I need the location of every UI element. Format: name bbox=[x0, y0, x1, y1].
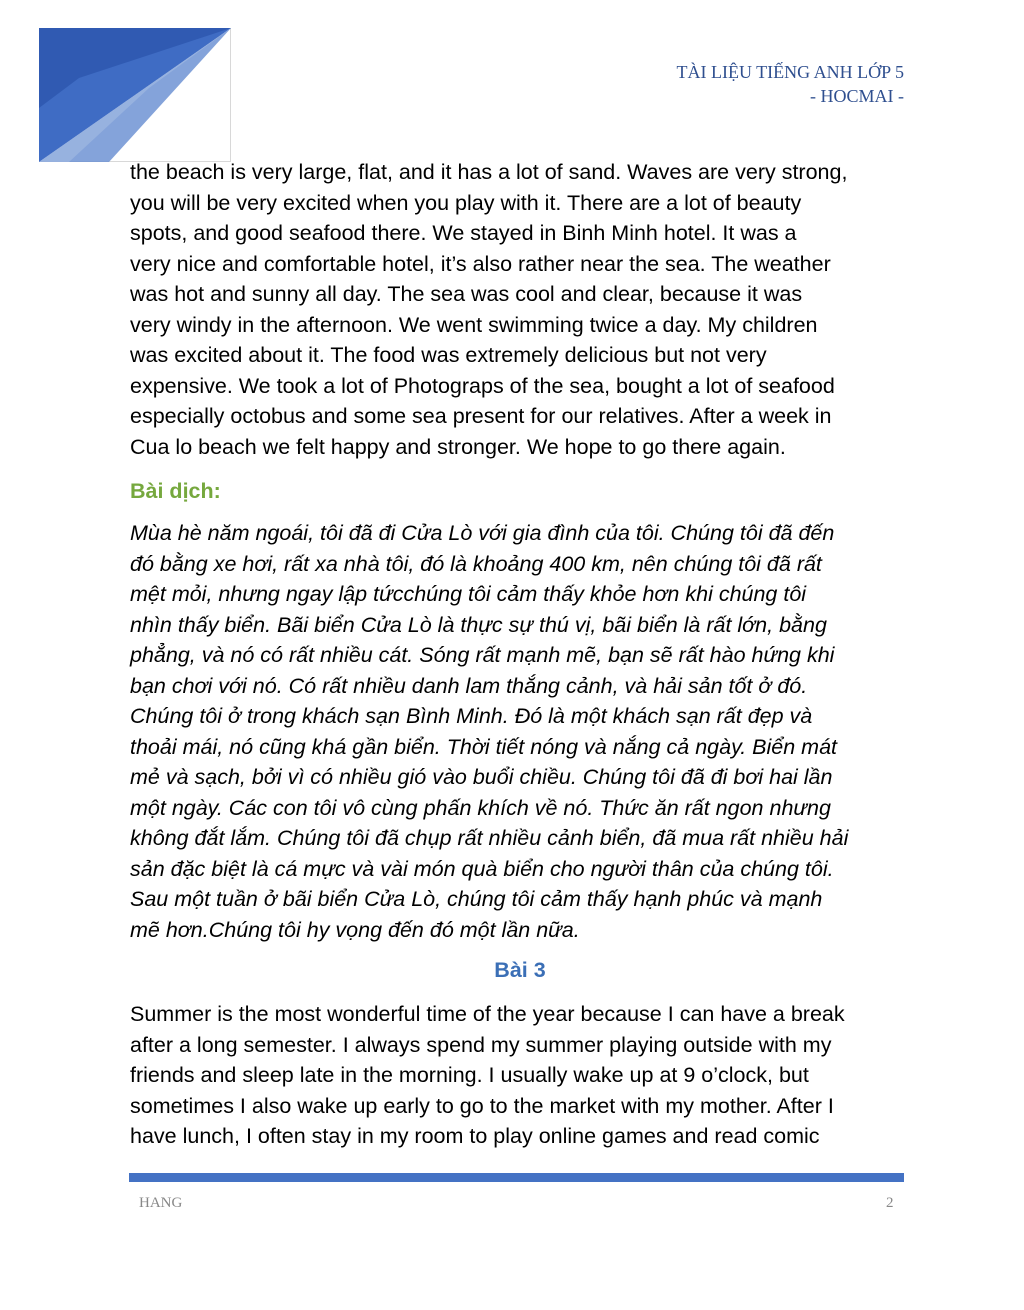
document-body bbox=[130, 157, 910, 1152]
text-line: friends and sleep late in the morning. I usually wake up at 9 o’clock, but bbox=[130, 1063, 809, 1087]
text-line: Sau một tuần ở bãi biển Cửa Lò, chúng tôi cảm thấy hạnh phúc và mạnh bbox=[130, 887, 823, 911]
text-line: have lunch, I often stay in my room to play online games and read comic bbox=[130, 1124, 820, 1148]
text-line: you will be very excited when you play with it. There are a lot of beauty bbox=[130, 190, 802, 215]
text-line: Chúng tôi ở trong khách sạn Bình Minh. Đó là một khách sạn rất đẹp và bbox=[130, 704, 813, 728]
footer-author: HANG bbox=[139, 1195, 183, 1211]
text-line: bạn chơi với nó. Có rất nhiều danh lam thắng cảnh, và hải sản tốt ở đó. bbox=[130, 673, 808, 698]
text-line: was excited about it. The food was extremely delicious but not very bbox=[130, 343, 767, 367]
text-line: Cua lo beach we felt happy and stronger. We hope to go there again. bbox=[130, 434, 786, 459]
document-header bbox=[677, 60, 904, 108]
corner-decoration bbox=[39, 28, 231, 162]
page-number: 2 bbox=[886, 1195, 894, 1211]
text-line: thoải mái, nó cũng khá gần biển. Thời tiết nóng và nắng cả ngày. Biển mát bbox=[130, 734, 838, 759]
text-line: đó bằng xe hơi, rất xa nhà tôi, đó là khoảng 400 km, nên chúng tôi đã rất bbox=[130, 551, 822, 576]
text-line: very windy in the afternoon. We went swimming twice a day. My children bbox=[130, 312, 818, 337]
english-passage bbox=[130, 157, 910, 462]
section-heading-bai-3: Bài 3 bbox=[494, 958, 546, 982]
text-line: phẳng, và nó có rất nhiều cát. Sóng rất mạnh mẽ, bạn sẽ rất hào hứng khi bbox=[130, 643, 835, 667]
text-line: sometimes I also wake up early to go to the market with my mother. After I bbox=[130, 1093, 834, 1118]
text-line: sản đặc biệt là cá mực và vài món quà biển cho người thân của chúng tôi. bbox=[130, 856, 834, 881]
text-line: mẻ và sạch, bởi vì có nhiều gió vào buổi chiều. Chúng tôi đã đi bơi hai lần bbox=[130, 765, 833, 789]
text-line: spots, and good seafood there. We stayed in Binh Minh hotel. It was a bbox=[130, 221, 797, 245]
translation-label: Bài dịch: bbox=[130, 479, 221, 503]
footer-divider-bar bbox=[129, 1173, 904, 1182]
text-line: Mùa hè năm ngoái, tôi đã đi Cửa Lò với gia đình của tôi. Chúng tôi đã đến bbox=[130, 521, 835, 545]
text-line: không đắt lắm. Chúng tôi đã chụp rất nhiều cảnh biển, đã mua rất nhiều hải bbox=[130, 826, 849, 850]
header-title-line1: TÀI LIỆU TIẾNG ANH LỚP 5 bbox=[676, 62, 904, 82]
text-line: mẽ hơn.Chúng tôi hy vọng đến đó một lần nữa. bbox=[130, 917, 580, 942]
text-line: was hot and sunny all day. The sea was cool and clear, because it was bbox=[130, 282, 803, 306]
text-line: Summer is the most wonderful time of the year because I can have a break bbox=[130, 1002, 845, 1026]
text-line: nhìn thấy biển. Bãi biển Cửa Lò là thực sự thú vị, bãi biển là rất lớn, bằng bbox=[130, 612, 827, 637]
text-line: expensive. We took a lot of Photograps of the sea, bought a lot of seafood bbox=[130, 373, 835, 398]
text-line: very nice and comfortable hotel, it’s also rather near the sea. The weather bbox=[130, 251, 831, 276]
text-line: especially octobus and some sea present for our relatives. After a week in bbox=[130, 404, 832, 428]
text-line: the beach is very large, flat, and it has a lot of sand. Waves are very strong, bbox=[130, 160, 848, 184]
vietnamese-translation bbox=[130, 518, 910, 945]
header-title-line2: - HOCMAI - bbox=[810, 86, 904, 106]
text-line: một ngày. Các con tôi vô cùng phấn khích về nó. Thức ăn rất ngon nhưng bbox=[130, 795, 831, 820]
text-line: after a long semester. I always spend my summer playing outside with my bbox=[130, 1032, 832, 1057]
text-line: mệt mỏi, nhưng ngay lập tứcchúng tôi cảm thấy khỏe hơn khi chúng tôi bbox=[130, 582, 807, 606]
section3-passage bbox=[130, 999, 910, 1152]
